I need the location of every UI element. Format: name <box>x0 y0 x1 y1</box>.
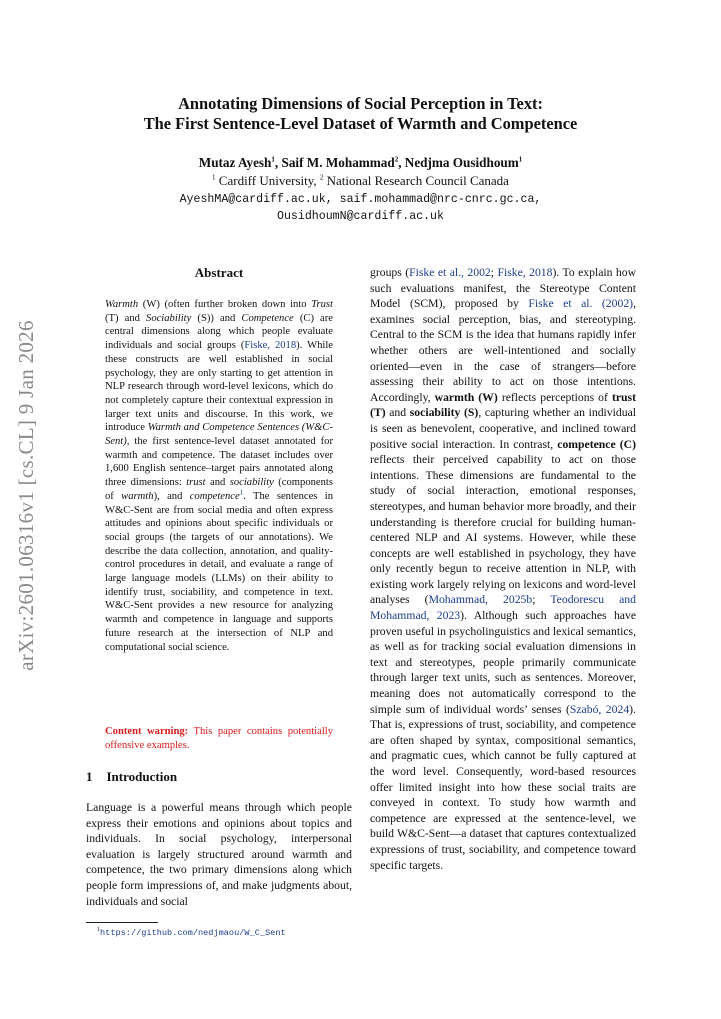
warning-text: This paper contains potentially offensive examples. <box>105 726 334 751</box>
abstract-text: and <box>205 477 230 489</box>
email-line: AyeshMA@cardiff.ac.uk, saif.mohammad@nrc-cnrc.gc.ca, <box>179 193 542 206</box>
section-title: Introduction <box>106 769 178 784</box>
affil-mark: 1 <box>212 173 216 182</box>
body-text: reflects perceptions of <box>497 390 612 404</box>
bold-term: warmth (W) <box>434 390 498 404</box>
author-affil-mark: 1 <box>518 155 523 164</box>
abstract-text: (S)) and <box>191 312 242 324</box>
body-text: ). That is, expressions of trust, sociability, and competence are often shaped by syntax, compositional semantics, and pragmatic cues, which cannot be fully captured at the word level. Consequently, word-based resources offer limited insight into how these social traits are conveyed in context. To study how warmth and competence are expressed at the sentence-level, we build W&C-Sent—a dataset that captures contextualized expressions of trust, sociability, and competence toward specific targets. <box>370 702 636 872</box>
abstract-text: ). While these constructs are well established in social psychology, they are only starting to get attention in NLP research through word-level lexicons, which do not completely capture their contextual expression in larger text units and discourse. In this work, we introduce <box>105 340 333 434</box>
title-line-1: Annotating Dimensions of Social Perception in Text: <box>178 94 543 113</box>
author-name: Nedjma Ousidhoum <box>404 155 519 170</box>
arxiv-stamp <box>6 300 46 690</box>
footnote-mark: 1 <box>97 927 100 933</box>
bold-term: sociability (S) <box>409 406 479 420</box>
citation-link[interactable]: Mohammad, 2025b <box>428 593 533 607</box>
affil-mark: 2 <box>319 173 324 182</box>
term: sociability <box>229 477 274 489</box>
abstract-text: . The sentences in W&C-Sent are from social media and often express attitudes and opinions about specific individuals or social groups (the targets of our annotations). We describe the data collection, annotation, and quality-control procedures in detail, and evaluate a range of large language models (LLMs) on their ability to identify trust, sociability, and competence in text. W&C-Sent provides a new resource for analyzing warmth and competence in language and supports future research at the intersection of NLP and computational social science. <box>105 490 333 653</box>
author-name: Saif M. Mohammad <box>281 155 395 170</box>
footnote-link[interactable]: 1 <box>239 488 244 497</box>
footnote-url-link[interactable]: https://github.com/nedjmaou/W_C_Sent <box>100 928 286 938</box>
citation-link[interactable]: Teodorescu and Mohammad, 2023 <box>370 593 636 623</box>
term: warmth <box>121 490 154 502</box>
author-emails <box>90 191 631 225</box>
body-text: ; <box>490 266 498 279</box>
body-text: ; <box>532 593 551 607</box>
section-number: 1 <box>86 769 93 784</box>
author-list <box>90 154 631 171</box>
body-text: and <box>385 406 410 420</box>
citation-link[interactable]: Fiske et al. (2002) <box>528 297 634 311</box>
warning-label: Content warning: <box>105 726 189 737</box>
author-sep: , <box>274 155 282 170</box>
term: trust <box>186 477 206 489</box>
abstract-text: (T) and <box>105 312 147 324</box>
abstract-body <box>105 298 333 654</box>
abstract-text: ), and <box>153 490 190 502</box>
citation-link[interactable]: Szabó, 2024 <box>569 702 630 716</box>
dataset-name: Warmth and Competence Sentences (W&C-Sent) <box>105 422 333 448</box>
term: Trust <box>311 299 333 310</box>
term: Sociability <box>146 312 192 324</box>
author-sep: , <box>398 155 405 170</box>
term: Warmth <box>105 299 139 310</box>
abstract-heading: Abstract <box>194 265 244 280</box>
body-text: ). To explain how such evaluations manifest, the Stereotype Content Model (SCM), proposed by <box>370 266 637 311</box>
author-affil-mark: 2 <box>394 155 399 164</box>
intro-paragraph: Language is a powerful means through which people express their emotions and opinions about topics and individuals. In social psychology, interpersonal evaluation is largely structured around warmth and competence, the two primary dimensions along which people form impressions of, and make judgments about, individuals and social <box>86 801 352 908</box>
citation-link[interactable]: Fiske, 2018 <box>244 340 297 352</box>
body-text: , examines social perception, bias, and stereotyping. Central to the SCM is the idea that humans rapidly infer whether others are well-intentioned and socially oriented—even in the case of strangers—before assessing their ability to act on those intentions. Accordingly, <box>370 297 636 404</box>
term: Competence <box>241 312 294 324</box>
term: competence <box>189 490 240 502</box>
footnote <box>97 926 286 939</box>
email-line: OusidhoumN@cardiff.ac.uk <box>277 210 444 223</box>
title-line-2: The First Sentence-Level Dataset of Warmth and Competence <box>143 114 578 133</box>
section-heading <box>86 769 177 785</box>
bold-term: trust (T) <box>370 390 636 420</box>
affiliation: National Research Council Canada <box>323 173 509 188</box>
abstract-text: , the first sentence-level dataset annotated for warmth and competence. The dataset includes over 1,600 English sentence–target pairs annotated along three dimensions: <box>105 436 333 489</box>
affiliations <box>90 172 631 189</box>
affiliation: Cardiff University, <box>215 173 320 188</box>
author-affil-mark: 1 <box>271 155 275 164</box>
abstract-text: (C) are central dimensions along which people evaluate individuals and social groups ( <box>105 312 333 352</box>
arxiv-stamp-text: arXiv:2601.06316v1 [cs.CL] 9 Jan 2026 <box>13 319 38 671</box>
paper-title <box>90 94 631 134</box>
footnote-divider <box>86 922 158 923</box>
bold-term: competence (C) <box>557 437 636 451</box>
citation-link[interactable]: Fiske, 2018 <box>497 266 553 279</box>
content-warning <box>105 725 333 752</box>
abstract-text: (components of <box>105 477 333 502</box>
body-text: ). Although such approaches have proven useful in psycholinguistics and lexical semantics, as well as for tracking social evaluation dimensions in text and stereotypes, people primarily communicate through larger text units, such as sentences. Moreover, meaning does not automatically correspond to the simple sum of individual words’ senses ( <box>370 609 637 716</box>
abstract-text: (W) (often further broken down into <box>138 299 312 310</box>
citation-link[interactable]: Fiske et al., 2002 <box>409 266 491 279</box>
body-text: reflects their perceived capability to act on those intentions. These dimensions are fundamental to the study of social interaction, emotional responses, stereotypes, and human behavior more broadly, and their understanding is therefore crucial for building human-centered NLP and AI systems. However, while these concepts are well established in psychology, they have only recently begun to receive attention in NLP, with existing work largely relying on lexicons and word-level analyses ( <box>370 453 636 607</box>
body-text: groups ( <box>370 266 410 279</box>
body-text: , capturing whether an individual is seen as benevolent, cooperative, and inclined toward positive social interaction. In contrast, <box>370 406 636 451</box>
intro-paragraph-continued <box>370 265 636 873</box>
author-name: Mutaz Ayesh <box>198 155 272 170</box>
